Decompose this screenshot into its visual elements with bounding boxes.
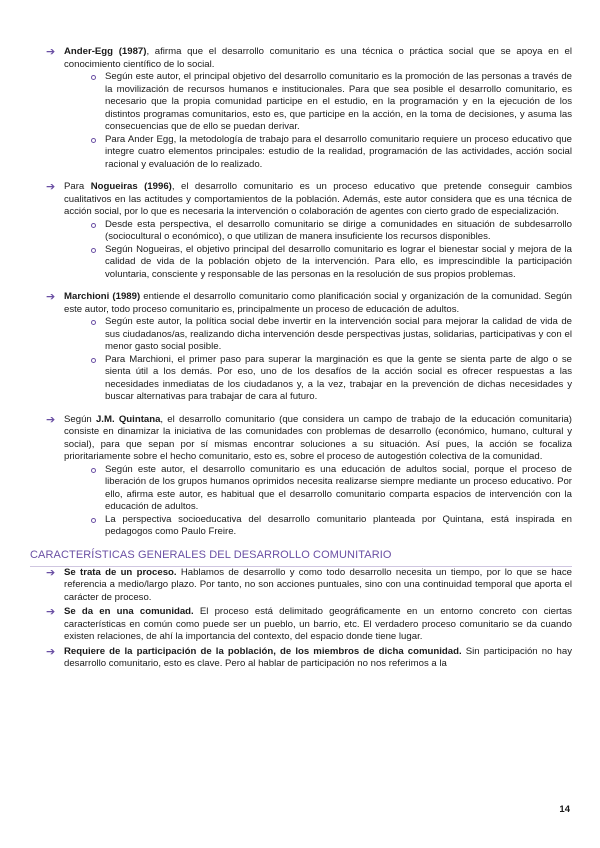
sub-list [44,464,572,539]
document-content [30,46,573,673]
arrow-right-icon: ➔ [46,645,56,658]
list-item [91,244,572,282]
author-block-nogueiras [44,181,572,281]
circle-bullet-icon [91,223,96,228]
author-paragraph [44,291,572,316]
author-block-ander-egg [44,46,572,171]
list-item [91,354,572,404]
list-item [91,464,572,514]
author-name: Nogueiras (1996) [90,181,172,192]
characteristic-title: Se da en una comunidad. [64,606,194,617]
author-block-marchioni [44,291,572,404]
arrow-right-icon: ➔ [46,413,56,426]
author-prefix: Para [64,181,91,192]
arrow-right-icon: ➔ [46,291,56,303]
arrow-right-icon: ➔ [46,606,56,618]
characteristic-text: Sin participación no hay desarrollo comunitario, esto es clave. Pero al hablar de participación no nos referimos a la [64,645,573,669]
list-item-text: Para Marchioni, el primer paso para superar la marginación es que la gente se sienta parte de algo o se sienta útil a los demás. Por eso, uno de los desafíos de la acción social es ofrecer respuestas a las necesidades inmediatas de los ciudadanos y, a la vez, trabajar en la prevención de dichas necesidades y buscar alternativas para trabajar de cara al futuro. [105,353,572,402]
author-name: Marchioni (1989) [64,291,141,302]
sub-list [44,316,572,404]
section-heading: CARACTERÍSTICAS GENERALES DEL DESARROLLO COMUNITARIO [30,548,392,561]
page-number: 14 [559,804,570,815]
sub-list [44,219,572,282]
list-item-text: Según este autor, la política social debe invertir en la intervención social para mejorar la calidad de vida de sus ciudadanos/as, realizando dicha intervención desde perspectivas justas, solidarias, participativas y con el menor gasto social posible. [105,316,572,352]
circle-bullet-icon [91,518,96,523]
circle-bullet-icon [91,248,96,253]
list-item [44,567,572,605]
author-paragraph [44,414,572,464]
list-item-text: La perspectiva socioeducativa del desarrollo comunitario planteada por Quintana, está inspirada en pedagogos como Paulo Freire. [105,513,572,537]
list-item-text: Según Nogueiras, el objetivo principal del desarrollo comunitario es lograr el bienestar social y mejora de la calidad de vida de la población objeto de la intervención. Para ello, es imprescindible la participación voluntaria, consciente y responsable de las personas en la resolución de sus propios problemas. [105,243,572,280]
arrow-right-icon: ➔ [46,46,56,58]
characteristic-title: Se trata de un proceso. [64,566,177,578]
author-prefix: Según [64,413,96,425]
author-paragraph [44,46,572,71]
list-item [91,71,572,134]
author-block-quintana [44,414,572,539]
list-item [44,606,572,644]
author-text: , afirma que el desarrollo comunitario es una técnica o práctica social que se apoya en el conocimiento científico de lo social. [64,46,572,70]
list-item-text: Para Ander Egg, la metodología de trabajo para el desarrollo comunitario requiere un proceso educativo que integre cuatro elementos principales: estudio de la realidad, programación de las actividades, acción social racional y evaluación de lo realizado. [105,133,572,170]
circle-bullet-icon [91,358,96,363]
characteristic-text: El proceso está delimitado geográficamente en un entorno concreto con ciertas características en común como puede ser un pueblo, un barrio, etc. El verdadero proceso comunitario se da cuando existen relaciones, de ahí la importancia del contexto, del espacio donde tiene lugar. [64,606,572,642]
circle-bullet-icon [91,468,96,473]
list-item [91,514,572,539]
list-item [44,646,572,671]
characteristic-text: Hablamos de desarrollo y como todo desarrollo necesita un tiempo, por lo que se hace referencia a medio/largo plazo. Por tanto, no son acciones puntuales, sino con una continuidad temporal que aporta el carácter de proceso. [64,566,573,603]
list-item [91,316,572,354]
sub-list [44,71,572,171]
arrow-right-icon: ➔ [46,181,56,193]
author-text: entiende el desarrollo comunitario como planificación social y organización de la comunidad. Según este autor, todo proceso comunitario es, principalmente un proceso de educación de adultos. [64,291,572,315]
author-text: , el desarrollo comunitario es un proceso educativo que pretende conseguir cambios cualitativos en las actitudes y comportamientos de la población. Además, este autor considera que es una técnica de acción social, por lo que es necesaria la intervención o colaboración de agentes con cierto grado de especialización. [64,181,573,217]
author-text: , el desarrollo comunitario (que considera un campo de trabajo de la educación comunitaria) consiste en dinamizar la iniciativa de las comunidades con problemas de desarrollo (económico, humano, cultural y social), para que sepan por sí mismas encontrar soluciones a su situación. Así pues, la acción se focaliza prioritariamente sobre el hecho comunitario, esto es, sobre el proceso de autogestión colectiva de la comunidad. [64,413,572,462]
list-item [91,134,572,172]
list-item-text: Según este autor, el desarrollo comunitario es una educación de adultos social, porque el proceso de liberación de los grupos humanos oprimidos necesita realizarse siempre mediante un proceso educativo. Por ello, afirma este autor, es habitual que el desarrollo comunitario comparta espacios de intervención con la educación de adultos. [105,463,572,512]
list-item-text: Desde esta perspectiva, el desarrollo comunitario se dirige a comunidades en situación de subdesarrollo (sociocultural o económico), o que utilizan de manera insuficiente los recursos disponibles. [105,218,572,242]
author-name: J.M. Quintana [95,413,161,425]
characteristic-title: Requiere de la participación de la población, de los miembros de dicha comunidad. [64,645,462,657]
author-paragraph [44,181,572,219]
list-item [91,219,572,244]
characteristics-list [44,567,572,671]
circle-bullet-icon [91,138,96,143]
author-name: Ander-Egg (1987) [64,46,147,57]
arrow-right-icon: ➔ [46,566,56,579]
circle-bullet-icon [91,320,96,325]
list-item-text: Según este autor, el principal objetivo del desarrollo comunitario es la promoción de las personas a través de la movilización de recursos humanos e institucionales. Para que sea posible el desarrollo comunitario, es necesario que la propia comunidad participe en el estudio, en la programación y en la ejecución de los distintos programas comunitarios, esto es, que participe en la acción, en la toma de decisiones, y asuma las consecuencias que de ello se puedan derivar. [105,71,572,132]
circle-bullet-icon [91,75,96,80]
